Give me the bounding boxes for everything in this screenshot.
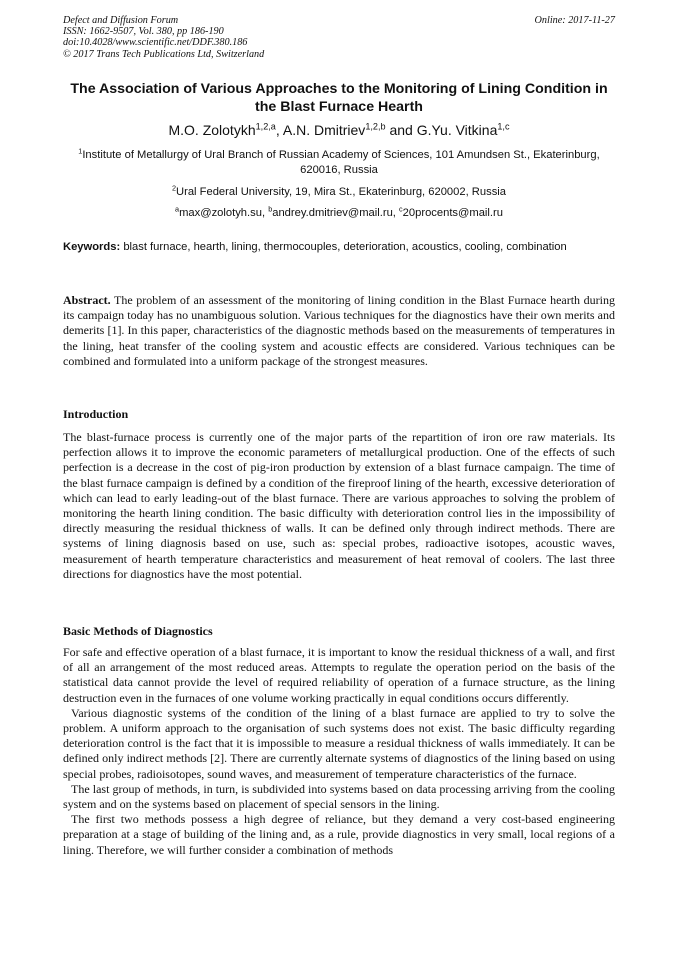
abstract-text: The problem of an assessment of the monitoring of lining condition in the Blast Furnace hearth during its campaign today has no unambiguous solution. Various techniques for the diagnostics have their own merits and demerits [1]. In this paper, characteristics of the diagnostic methods based on the measurements of temperatures in the lining, heat transfer of the cooling system and acoustic effects are considered. Various techniques can be combined and formulated into a uniform package of the strongest measures. (63, 293, 615, 368)
email-list (63, 206, 615, 221)
author-conjunction: and (389, 122, 413, 138)
email-marker: c (399, 204, 403, 214)
section-heading-basic-methods: Basic Methods of Diagnostics (63, 624, 213, 638)
email-link[interactable]: max@zolotyh.su, (179, 207, 266, 219)
keywords-text: blast furnace, hearth, lining, thermocouples, deterioration, acoustics, cooling, combination (123, 241, 567, 253)
affiliation-1 (63, 148, 615, 178)
author-list: M.O. Zolotykh$^{1,2,a}$, A.N. Dmitriev$^{1,2,b}$ and G.Yu. Vitkina$^{1,c}$ (168, 121, 510, 138)
paragraph: Various diagnostic systems of the condition of the lining of a blast furnace are applied to try to solve the problem. A uniform approach to the organisation of such systems does not exist. The basic difficulty regarding deterioration control is the fact that it is impossible to measure a residual thickness of walls immediately. It can be defined only indirect methods [2]. There are currently alternate systems of diagnostics of the lining based on using special probes, radioisotopes, sound waves, and measurement of temperature characteristics of the furnace. (63, 705, 615, 781)
paragraph: The first two methods possess a high degree of reliance, but they demand a very cost-based engineering preparation at a stage of building of the lining and, as a rule, provide diagnostics in very small, local regions of a lining. Therefore, we will further consider a combination of methods (63, 812, 615, 857)
journal-issn: ISSN: 1662-9507, Vol. 380, pp 186-190 (63, 26, 224, 38)
basic-methods-body (63, 645, 615, 858)
journal-header (63, 15, 264, 60)
affiliation-marker: 1 (78, 146, 83, 156)
abstract-label: Abstract. (63, 293, 111, 307)
introduction-paragraph: The blast-furnace process is currently one of the major parts of the repartition of iron ore raw materials. Its perfection allows it to improve the economic parameters of metallurgical production. One of the effects of such perfection is a decrease in the cost of pig-iron production by extension of a blast furnace campaign. The time of the blast furnace campaign is defined by a condition of the fireproof lining of the hearth, excessive deterioration of which can lead to early leading-out of the blast furnace. There are various approaches to solving the problem of monitoring the hearth lining condition. The basic difficulty with deterioration control lies in the impossibility of directly measuring the residual thickness of walls. It can be defined only through indirect methods. There are systems of lining diagnosis based on use, such as: special probes, radioactive isotopes, acoustic waves, measurement of hearth temperature characteristics and measurement of heat removal of coolers. The last three directions for diagnostics have the most potential. (63, 430, 615, 581)
affiliation-text: Institute of Metallurgy of Ural Branch of Russian Academy of Sciences, 101 Amundsen St., Ekaterinburg, 620016, Russia (82, 149, 600, 176)
affiliation-text: Ural Federal University, 19, Mira St., Ekaterinburg, 620002, Russia (176, 186, 506, 198)
author-affiliation-marker: 1,c (497, 121, 510, 132)
section-heading-introduction: Introduction (63, 407, 129, 421)
affiliation-2 (63, 185, 615, 200)
affiliation-marker: 2 (171, 183, 177, 193)
author-name: M.O. Zolotykh (168, 122, 256, 138)
paragraph: The last group of methods, in turn, is subdivided into systems based on data processing arriving from the cooling system and on the systems based on placement of special sensors in the lining. (63, 781, 615, 812)
paragraph: For safe and effective operation of a blast furnace, it is important to know the residual thickness of a wall, and first of all an arrangement of the most reduced areas. Attempts to regulate the operation period on the basis of the statistical data cannot provide the level of required reliability of operation of a furnace structure, as the lining destruction even in the furnaces of one volume working practically in equal conditions occurs differently. (63, 645, 615, 705)
email-link[interactable]: andrey.dmitriev@mail.ru, (272, 207, 396, 219)
online-date: Online: 2017-11-27 (534, 15, 615, 26)
journal-name: Defect and Diffusion Forum (63, 15, 179, 26)
keywords-label: Keywords: (63, 241, 121, 253)
author-affiliation-marker: 1,2,b (365, 121, 386, 132)
paper-title: The Association of Various Approaches to the Monitoring of Lining Condition in the Blast Furnace Hearth (70, 81, 608, 115)
email-link[interactable]: 20procents@mail.ru (402, 207, 503, 219)
keywords (63, 240, 615, 255)
abstract (63, 293, 615, 369)
email-marker: a (175, 204, 180, 214)
email-marker: b (268, 204, 273, 214)
author-affiliation-marker: 1,2,a (255, 121, 276, 132)
author-name: A.N. Dmitriev (282, 122, 366, 138)
journal-copyright: © 2017 Trans Tech Publications Ltd, Switzerland (63, 48, 265, 60)
journal-doi[interactable]: doi:10.4028/www.scientific.net/DDF.380.186 (63, 37, 248, 49)
author-name: G.Yu. Vitkina (416, 122, 498, 138)
